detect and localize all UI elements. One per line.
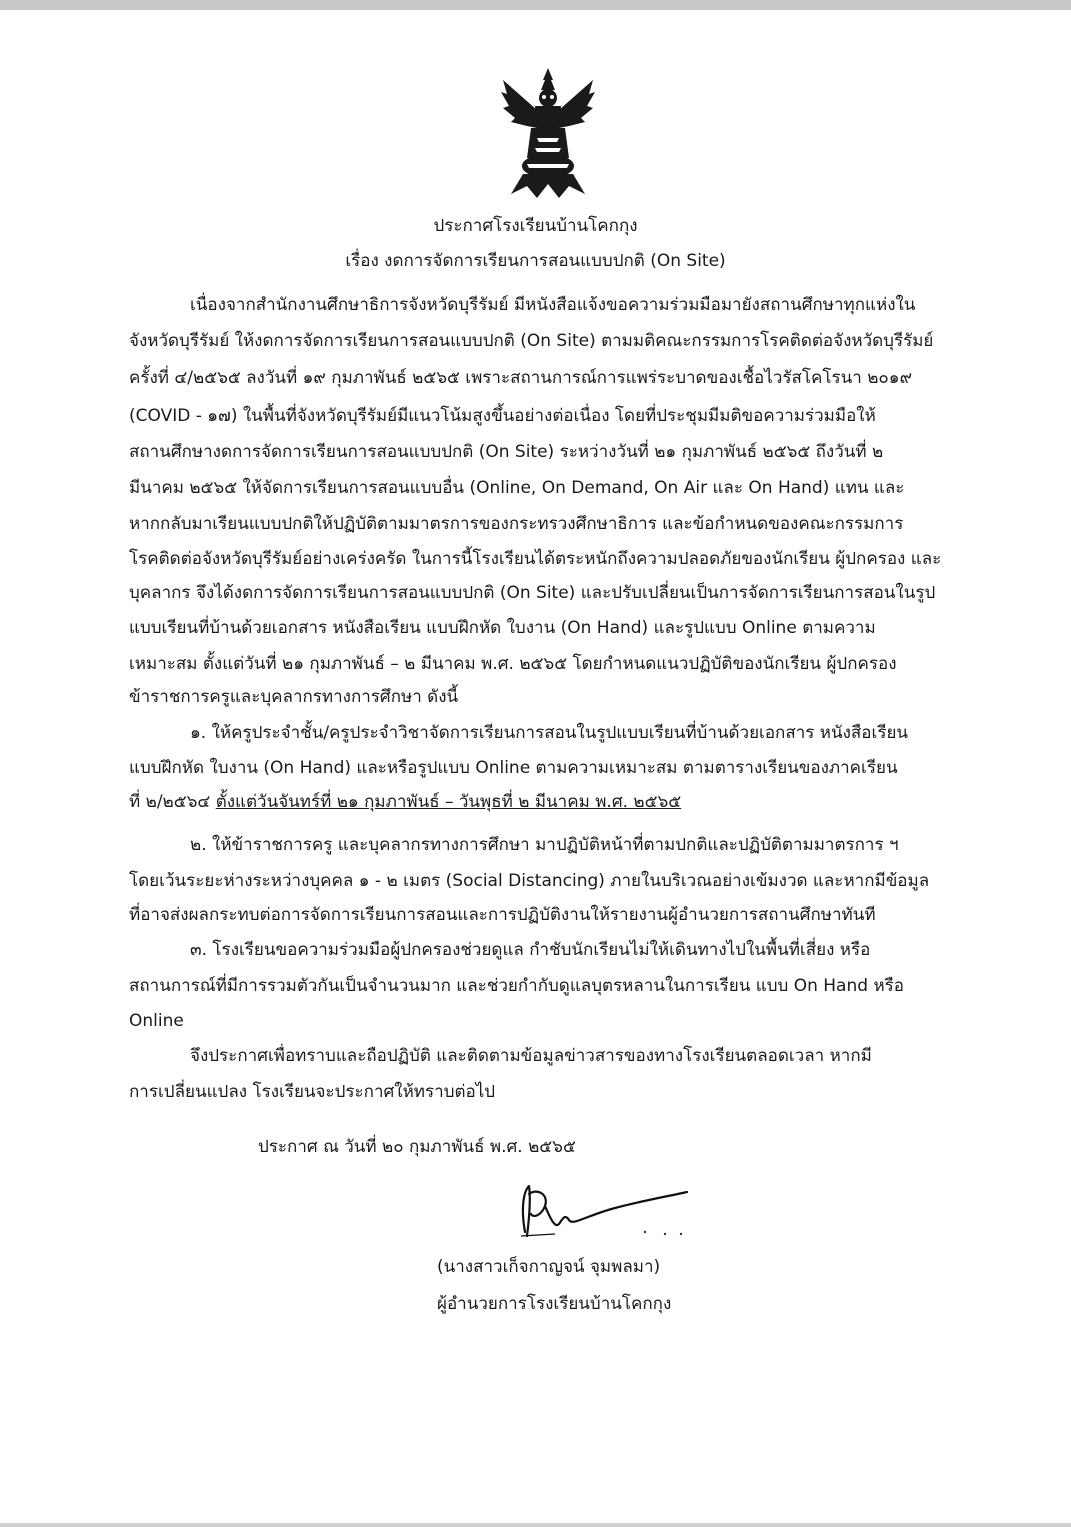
closing-line: จึงประกาศเพื่อทราบและถือปฏิบัติ และติดตามข้อมูลข่าวสารของทางโรงเรียนตลอดเวลา หากมี — [190, 1046, 872, 1066]
item3-line: ๓. โรงเรียนขอความร่วมมือผู้ปกครองช่วยดูแล กำชับนักเรียนไม่ให้เดินทางไปในพื้นที่เสี่ยง หรือ — [190, 940, 871, 960]
garuda-emblem-icon — [497, 66, 599, 202]
intro-line: จังหวัดบุรีรัมย์ ให้งดการจัดการเรียนการสอนแบบปกติ (On Site) ตามมติคณะกรรมการโรคติดต่อจังหวัดบุรีรัมย์ — [129, 331, 934, 351]
item2-line: ๒. ให้ข้าราชการครู และบุคลากรทางการศึกษา มาปฏิบัติหน้าที่ตามปกติและปฏิบัติตามมาตรการ ฯ — [190, 835, 899, 855]
announcement-date: ประกาศ ณ วันที่ ๒๐ กุมภาพันธ์ พ.ศ. ๒๕๖๕ — [258, 1137, 576, 1157]
document-title: ประกาศโรงเรียนบ้านโคกกุง — [433, 216, 638, 236]
intro-line: หากกลับมาเรียนแบบปกติให้ปฏิบัติตามมาตรการของกระทรวงศึกษาธิการ และข้อกำหนดของคณะกรรมการ — [129, 514, 904, 534]
intro-line: สถานศึกษางดการจัดการเรียนการสอนแบบปกติ (On Site) ระหว่างวันที่ ๒๑ กุมภาพันธ์ ๒๕๖๕ ถึงวันที่ ๒ — [129, 442, 884, 462]
item2-line: ที่อาจส่งผลกระทบต่อการจัดการเรียนการสอนและการปฏิบัติงานให้รายงานผู้อำนวยการสถานศึกษาทันที — [129, 905, 876, 925]
signature-icon — [515, 1180, 690, 1250]
intro-line: (COVID - ๑๗) ในพื้นที่จังหวัดบุรีรัมย์มีแนวโน้มสูงขึ้นอย่างต่อเนื่อง โดยที่ประชุมมีมติขอความร่วมมือให้ — [129, 406, 876, 426]
intro-line: ข้าราชการครูและบุคลากรทางการศึกษา ดังนี้ — [129, 687, 459, 707]
top-edge-bar — [0, 0, 1071, 10]
intro-line: ครั้งที่ ๔/๒๕๖๕ ลงวันที่ ๑๙ กุมภาพันธ์ ๒๕๖๕ เพราะสถานการณ์การแพร่ระบาดของเชื้อไวรัสโคโรนา ๒๐๑๙ — [129, 368, 913, 388]
document-subject: เรื่อง งดการจัดการเรียนการสอนแบบปกติ (On Site) — [345, 251, 726, 271]
item1-line-last — [129, 791, 681, 813]
intro-line: บุคลากร จึงได้งดการจัดการเรียนการสอนแบบปกติ (On Site) และปรับเปลี่ยนเป็นการจัดการเรียนการสอนในรูป — [129, 583, 936, 603]
item1-term-prefix: ที่ ๒/๒๕๖๔ — [129, 792, 216, 812]
signer-name: (นางสาวเก็จกาญจน์ จุมพลมา) — [437, 1257, 661, 1277]
bottom-edge-bar — [0, 1523, 1071, 1527]
item1-date-range: ตั้งแต่วันจันทร์ที่ ๒๑ กุมภาพันธ์ – วันพุธที่ ๒ มีนาคม พ.ศ. ๒๕๖๕ — [215, 792, 682, 812]
intro-line: มีนาคม ๒๕๖๕ ให้จัดการเรียนการสอนแบบอื่น (Online, On Demand, On Air และ On Hand) แทน และ — [129, 478, 905, 498]
item1-line: ๑. ให้ครูประจำชั้น/ครูประจำวิชาจัดการเรียนการสอนในรูปแบบเรียนที่บ้านด้วยเอกสาร หนังสือเรียน — [190, 723, 909, 743]
intro-line: เนื่องจากสำนักงานศึกษาธิการจังหวัดบุรีรัมย์ มีหนังสือแจ้งขอความร่วมมือมายังสถานศึกษาทุกแห่งใน — [190, 295, 916, 315]
item1-line: แบบฝึกหัด ใบงาน (On Hand) และหรือรูปแบบ Online ตามความเหมาะสม ตามตารางเรียนของภาคเรียน — [129, 758, 898, 778]
item3-line: สถานการณ์ที่มีการรวมตัวกันเป็นจำนวนมาก และช่วยกำกับดูแลบุตรหลานในการเรียน แบบ On Hand หรือ — [129, 976, 904, 996]
item3-line: Online — [129, 1011, 184, 1031]
intro-line: เหมาะสม ตั้งแต่วันที่ ๒๑ กุมภาพันธ์ – ๒ มีนาคม พ.ศ. ๒๕๖๕ โดยกำหนดแนวปฏิบัติของนักเรียน ผู้ปกครอง — [129, 654, 897, 674]
intro-line: โรคติดต่อจังหวัดบุรีรัมย์อย่างเคร่งครัด ในการนี้โรงเรียนได้ตระหนักถึงความปลอดภัยของนักเรียน ผู้ปกครอง และ — [129, 549, 942, 569]
signer-position: ผู้อำนวยการโรงเรียนบ้านโคกกุง — [437, 1294, 672, 1314]
item2-line: โดยเว้นระยะห่างระหว่างบุคคล ๑ - ๒ เมตร (Social Distancing) ภายในบริเวณอย่างเข้มงวด และหากมีข้อมูล — [129, 871, 930, 891]
intro-line: แบบเรียนที่บ้านด้วยเอกสาร หนังสือเรียน แบบฝึกหัด ใบงาน (On Hand) และรูปแบบ Online ตามความ — [129, 618, 876, 638]
closing-line: การเปลี่ยนแปลง โรงเรียนจะประกาศให้ทราบต่อไป — [129, 1082, 496, 1102]
